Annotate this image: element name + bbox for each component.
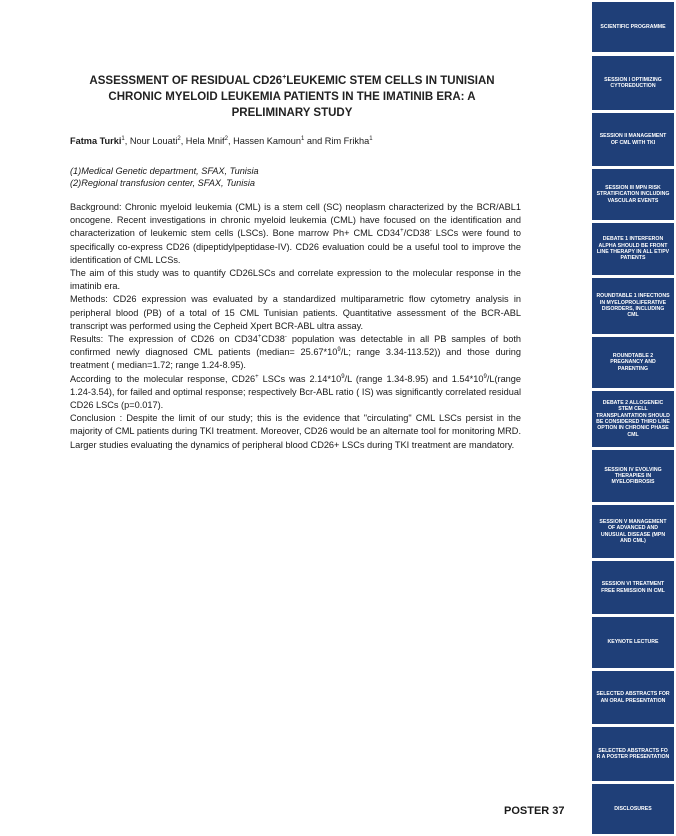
sidebar-item-session-3[interactable]: SESSION III MPN RISK STRATIFICATION INCLUDING VASCULAR EVENTS	[592, 169, 674, 220]
poster-label: POSTER 37	[504, 805, 565, 817]
sup: -	[429, 228, 432, 235]
results-paragraph	[70, 333, 521, 373]
sidebar-item-scientific-programme[interactable]: SCIENTIFIC PROGRAMME	[592, 2, 674, 52]
text: /L; range 3.34-113.52)) and those during treatment ( median=1.72; range 1.24-8.95).	[70, 347, 521, 371]
sup: +	[400, 228, 404, 235]
sidebar-item-session-4[interactable]: SESSION IV EVOLVING THERAPIES IN MYELOFIBROSIS	[592, 450, 674, 502]
text: LSCs were found to specifically co-express CD26 (dipeptidylpeptidase-IV). CD26 evaluation could be a useful tool to improve the identification of CML LCSs.	[70, 228, 521, 265]
author-affil-sup: 1	[121, 136, 125, 142]
text: /L (range 1.34-8.95) and 1.54*10	[344, 373, 484, 384]
abstract-body	[70, 201, 521, 452]
conclusion-paragraph: Conclusion : Despite the limit of our study; this is the evidence that "circulating" CML LSCs persist in the majority of CML patients during TKI treatment. Moreover, CD26 would be an alternate tool for monitoring MRD. Larger studies evaluating the dynamics of peripheral blood CD26+ LSCs during TKI treatment are mandatory.	[70, 413, 521, 450]
title-line-2: CHRONIC MYELOID LEUKEMIA PATIENTS IN THE IMATINIB ERA: A	[108, 90, 476, 103]
sidebar-item-debate-2[interactable]: DEBATE 2 ALLOGENEIC STEM CELL TRANSPLANTATION SHOULD BE CONSIDERED THIRD LINE OPTION IN CHRONIC PHASE CML	[592, 391, 674, 447]
background-paragraph	[70, 201, 521, 267]
text: /L(range 1.24-3.54), for failed and optimal response; respectively Bcr-ABL ratio ( IS) was significantly correlated residual CD26 LSCs (p=0.017).	[70, 373, 522, 411]
affiliations	[70, 165, 530, 189]
sup: 9	[341, 373, 345, 380]
sidebar-item-debate-1[interactable]: DEBATE 1 INTERFERON ALPHA SHOULD BE FRONT LINE THERAPY IN ALL ET/PV PATIENTS	[592, 223, 674, 275]
sidebar-item-roundtable-2[interactable]: ROUNDTABLE 2 PREGNANCY AND PARENTING	[592, 337, 674, 388]
author-affil-sup: 1	[301, 136, 305, 142]
text: According to the molecular response, CD26	[70, 373, 256, 384]
title-sup: +	[282, 74, 287, 81]
sup: 9	[337, 347, 341, 354]
sup: 9	[483, 373, 487, 380]
text: Results: The expression of CD26 on CD34	[70, 334, 258, 345]
sup: -	[284, 333, 287, 340]
text: Background: Chronic myeloid leukemia (CML) is a stem cell (SC) neoplasm characterized by the BCR/ABL1 oncogene. Recent investigations in chronic myeloid leukemia (CML) have focused on the identification and characterization of leukemic stem cells (LSCs). Bone marrow Ph+ CML CD34	[70, 202, 521, 239]
title-line-1b: LEUKEMIC STEM CELLS IN TUNISIAN	[286, 74, 495, 87]
title-line-3: PRELIMINARY STUDY	[231, 106, 353, 119]
sup: +	[255, 373, 259, 380]
text: CD38	[261, 334, 285, 345]
author: , Hela Mnif	[180, 136, 225, 147]
sidebar-item-roundtable-1[interactable]: ROUNDTABLE 1 INFECTIONS IN MYELOPROLIFERATIVE DISORDERS, INCLUDING CML	[592, 278, 674, 334]
author-affil-sup: 1	[369, 136, 373, 142]
sidebar-item-disclosures[interactable]: DISCLOSURES	[592, 784, 674, 834]
abstract-title	[82, 70, 502, 121]
sidebar-item-session-1[interactable]: SESSION I OPTIMIZING CYTOREDUCTION	[592, 56, 674, 110]
affiliation-1: (1)Medical Genetic department, SFAX, Tunisia	[70, 166, 259, 176]
author: , Nour Louati	[124, 136, 178, 147]
title-line-1a: ASSESSMENT OF RESIDUAL CD26	[89, 74, 283, 87]
sup: +	[257, 333, 262, 340]
aim-paragraph: The aim of this study was to quantify CD26LSCs and correlate expression to the molecular response in the imatinib era.	[70, 268, 521, 292]
author: and Rim Frikha	[304, 136, 370, 147]
affiliation-2: (2)Regional transfusion center, SFAX, Tunisia	[70, 178, 256, 188]
text: population was detectable in all PB samples of both confirmed newly diagnosed CML patients (median= 25.67*10	[70, 334, 521, 358]
methods-paragraph: Methods: CD26 expression was evaluated by a standardized multiparametric flow cytometry analysis in peripheral blood (PB) of a total of 15 CML Tunisian patients. Quantitative assessment of the BCR-ABL transcript was performed using the Cepheid Xpert BCR-ABL ultra assay.	[70, 294, 521, 331]
section-sidebar	[590, 0, 676, 836]
molecular-paragraph	[70, 373, 521, 413]
author-list	[70, 136, 530, 146]
first-author: Fatma Turki	[70, 136, 122, 147]
author-affil-sup: 2	[177, 136, 181, 142]
sidebar-item-oral-abstracts[interactable]: SELECTED ABSTRACTS FOR AN ORAL PRESENTATION	[592, 671, 674, 724]
author-affil-sup: 2	[224, 136, 228, 142]
sidebar-item-keynote-lecture[interactable]: KEYNOTE LECTURE	[592, 617, 674, 668]
author: , Hassen Kamoun	[227, 136, 301, 147]
sidebar-item-poster-abstracts[interactable]: SELECTED ABSTRACTS FO R A POSTER PRESENTATION	[592, 727, 674, 781]
text: LSCs was 2.14*10	[258, 373, 342, 384]
sidebar-item-session-6[interactable]: SESSION VI TREATMENT FREE REMISSION IN CML	[592, 561, 674, 614]
sidebar-item-session-5[interactable]: SESSION V MANAGEMENT OF ADVANCED AND UNUSUAL DISEASE (MPN AND CML)	[592, 505, 674, 558]
sidebar-item-session-2[interactable]: SESSION II MANAGEMENT OF CML WITH TKI	[592, 113, 674, 166]
text: /CD38	[403, 228, 430, 239]
